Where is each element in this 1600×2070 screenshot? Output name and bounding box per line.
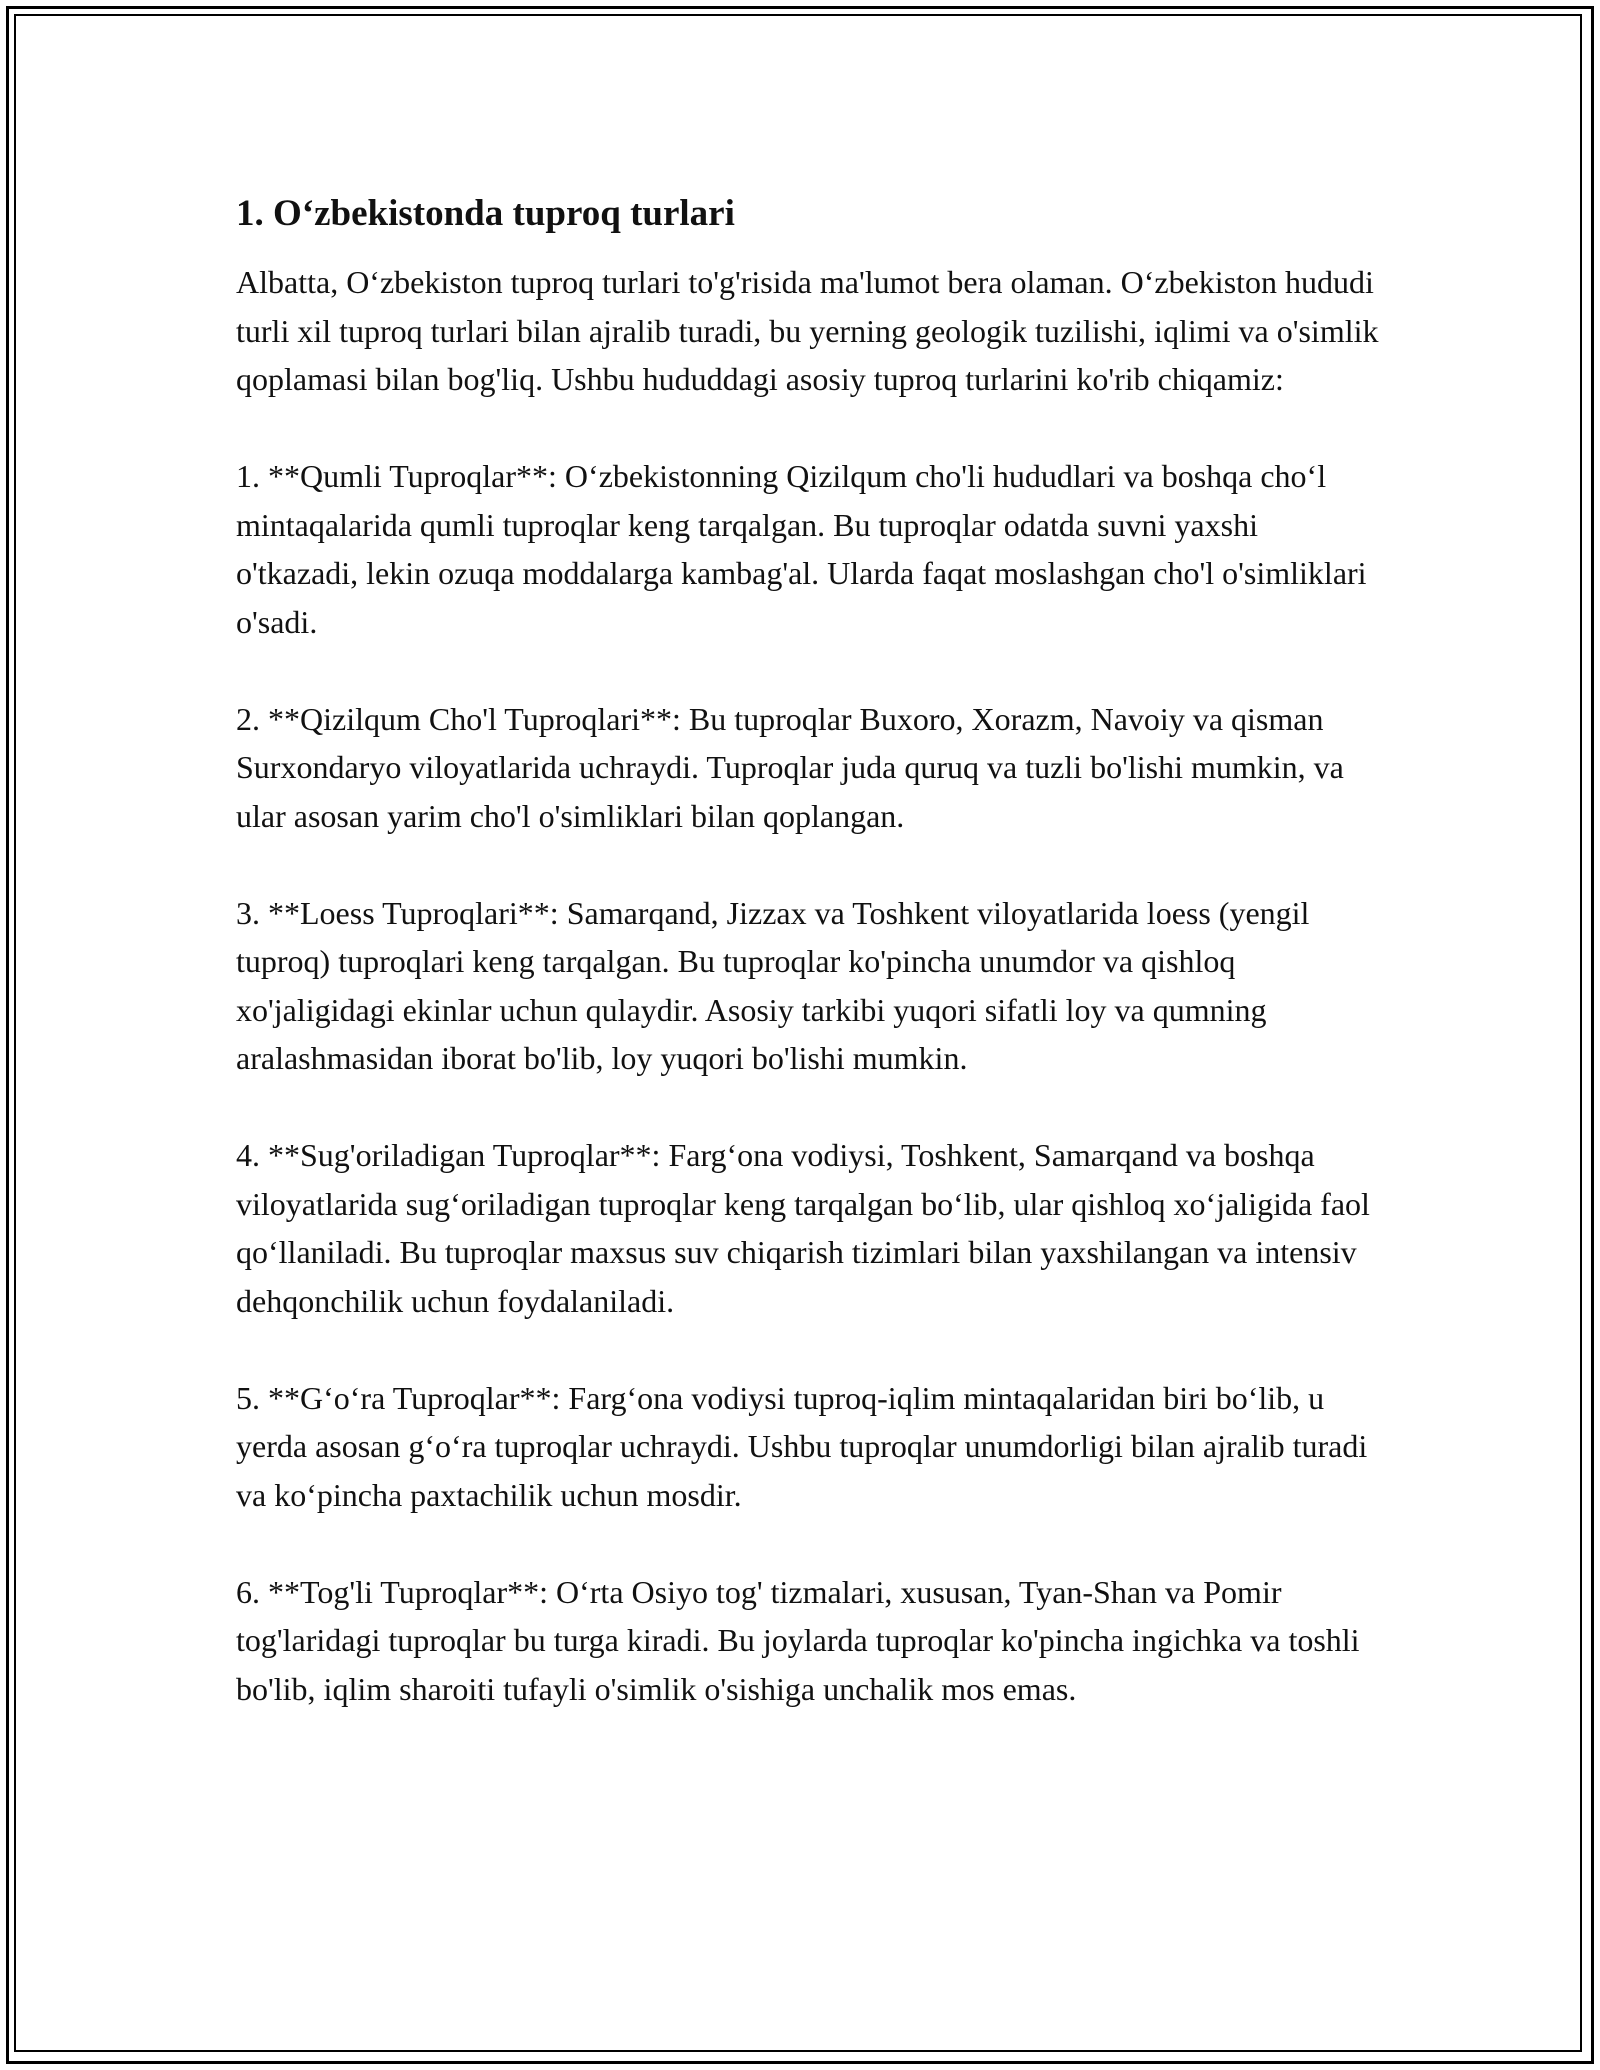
page-title: 1. O‘zbekistonda tuproq turlari	[236, 193, 735, 234]
intro-paragraph: Albatta, O‘zbekiston tuproq turlari to'g'risida ma'lumot bera olaman. O‘zbekiston hududi turli xil tuproq turlari bilan ajralib turadi, bu yerning geologik tuzilishi, iqlimi va o'simlik qoplamasi bilan bog'liq. Ushbu hududdagi asosiy tuproq turlarini ko'rib chiqamiz:	[236, 264, 1379, 397]
list-item: 6. **Tog'li Tuproqlar**: O‘rta Osiyo tog' tizmalari, xususan, Tyan-Shan va Pomir tog'laridagi tuproqlar bu turga kiradi. Bu joylarda tuproqlar ko'pincha ingichka va toshli bo'lib, iqlim sharoiti tufayli o'simlik o'sishiga unchalik mos emas.	[236, 1573, 1360, 1707]
list-item: 4. **Sug'oriladigan Tuproqlar**: Farg‘ona vodiysi, Toshkent, Samarqand va boshqa viloyatlarida sug‘oriladigan tuproqlar keng tarqalgan bo‘lib, ular qishloq xo‘jaligida faol qo‘llaniladi. Bu tuproqlar maxsus suv chiqarish tizimlari bilan yaxshilangan va intensiv dehqonchilik uchun foydalaniladi.	[236, 1137, 1370, 1319]
document-body	[236, 188, 1386, 1713]
list-item: 3. **Loess Tuproqlari**: Samarqand, Jizzax va Toshkent viloyatlarida loess (yengil tuproq) tuproqlari keng tarqalgan. Bu tuproqlar ko'pincha unumdor va qishloq xo'jaligidagi ekinlar uchun qulaydir. Asosiy tarkibi yuqori sifatli loy va qumning aralashmasidan iborat bo'lib, loy yuqori bo'lishi mumkin.	[236, 894, 1310, 1076]
list-item: 1. **Qumli Tuproqlar**: O‘zbekistonning Qizilqum cho'li hududlari va boshqa cho‘l mintaqalarida qumli tuproqlar keng tarqalgan. Bu tuproqlar odatda suvni yaxshi o'tkazadi, lekin ozuqa moddalarga kambag'al. Ularda faqat moslashgan cho'l o'simliklari o'sadi.	[236, 458, 1367, 640]
list-item: 5. **G‘o‘ra Tuproqlar**: Farg‘ona vodiysi tuproq-iqlim mintaqalaridan biri bo‘lib, u yerda asosan g‘o‘ra tuproqlar uchraydi. Ushbu tuproqlar unumdorligi bilan ajralib turadi va ko‘pincha paxtachilik uchun mosdir.	[236, 1379, 1368, 1513]
list-item: 2. **Qizilqum Cho'l Tuproqlari**: Bu tuproqlar Buxoro, Xorazm, Navoiy va qisman Surxondaryo viloyatlarida uchraydi. Tuproqlar juda quruq va tuzli bo'lishi mumkin, va ular asosan yarim cho'l o'simliklari bilan qoplangan.	[236, 700, 1344, 834]
